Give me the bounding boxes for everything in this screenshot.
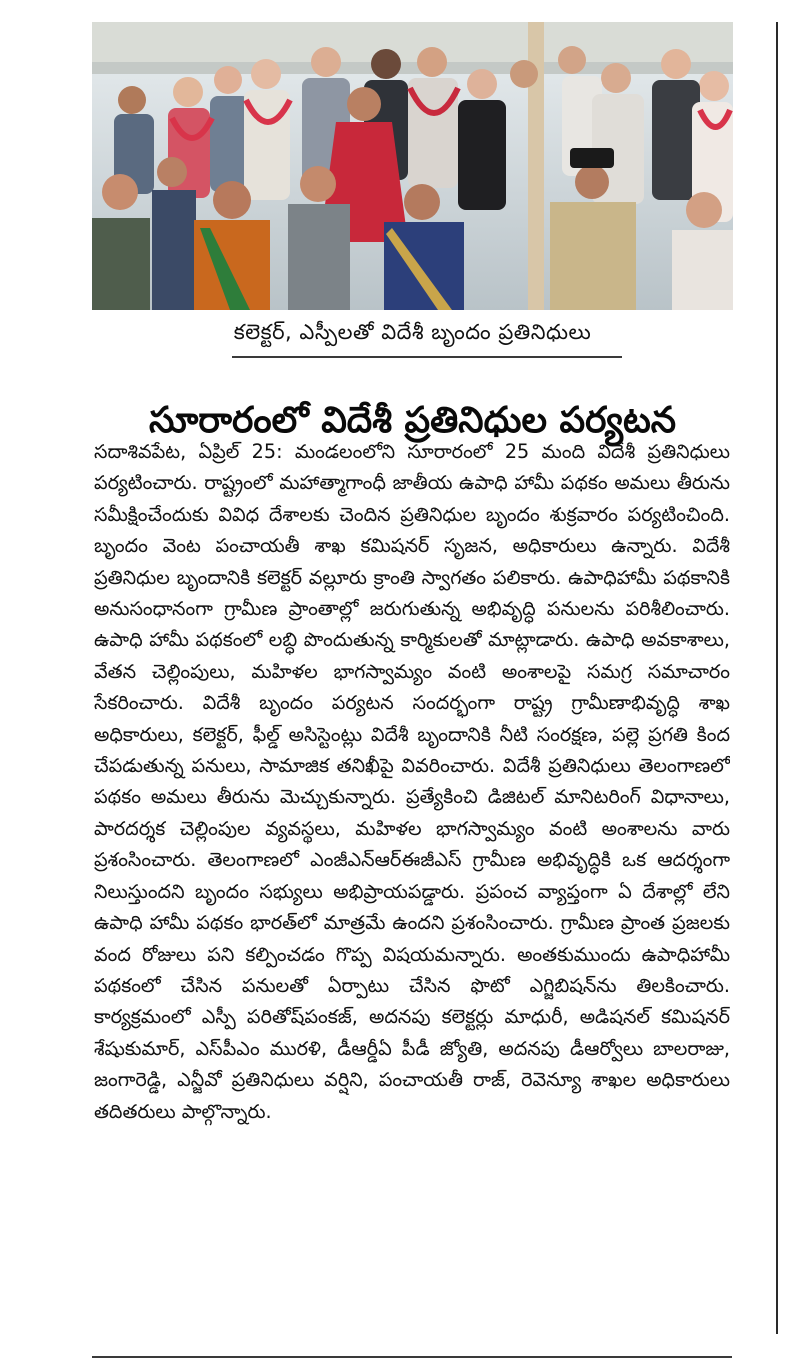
article-body: సదాశివపేట, ఏప్రిల్ 25: మండలంలోని సూరారంలో 25 మంది విదేశీ ప్రతినిధులు పర్యటించారు. రాష్ట్రంలో మహాత్మాగాంధీ జాతీయ ఉపాధి హామీ పథకం అమలు తీరును సమీక్షించేందుకు వివిధ దేశాలకు చెందిన ప్రతినిధుల బృందం శుక్రవారం పర్యటించింది. బృందం వెంట పంచాయతీ శాఖ కమిషనర్ సృజన, అధికారులు ఉన్నారు. విదేశీ ప్రతినిధుల బృందానికి కలెక్టర్ వల్లూరు క్రాంతి స్వాగతం పలికారు. ఉపాధిహామీ పథకానికి అనుసంధానంగా గ్రామీణ ప్రాంతాల్లో జరుగుతున్న అభివృద్ధి పనులను పరిశీలించారు. ఉపాధి హామీ పథకంలో లబ్ధి పొందుతున్న కార్మికులతో మాట్లాడారు. ఉపాధి అవకాశాలు, వేతన చెల్లింపులు, మహిళల భాగస్వామ్యం వంటి అంశాలపై సమగ్ర సమాచారం సేకరించారు. విదేశీ బృందం పర్యటన సందర్భంగా రాష్ట్ర గ్రామీణాభివృద్ధి శాఖ అధికారులు, కలెక్టర్, ఫీల్డ్ అసిస్టెంట్లు విదేశీ బృందానికి నీటి సంరక్షణ, పల్లె ప్రగతి కింద చేపడుతున్న పనులు, సామాజిక తనిఖీపై వివరించారు. విదేశీ ప్రతినిధులు తెలంగాణలో పథకం అమలు తీరును మెచ్చుకున్నారు. ప్రత్యేకించి డిజిటల్ మానిటరింగ్ విధానాలు, పారదర్శక చెల్లింపుల వ్యవస్థలు, మహిళల భాగస్వామ్యం వంటి అంశాలను వారు ప్రశంసించారు. తెలంగాణలో ఎంజీఎన్ఆర్ఈజీఎస్ గ్రామీణ అభివృద్ధికి ఒక ఆదర్శంగా నిలుస్తుందని బృందం సభ్యులు అభిప్రాయపడ్డారు. ప్రపంచ వ్యాప్తంగా ఏ దేశాల్లో లేని ఉపాధి హామీ పథకం భారత్‌లో మాత్రమే ఉందని ప్రశంసించారు. గ్రామీణ ప్రాంత ప్రజలకు వంద రోజులు పని కల్పించడం గొప్ప విషయమన్నారు. అంతకుముందు ఉపాధిహామీ పథకంలో చేసిన పనులతో ఏర్పాటు చేసిన ఫొటో ఎగ్జిబిషన్‌ను తిలకించారు. కార్యక్రమంలో ఎస్పీ పరితోష్‌పంకజ్, అదనపు కలెక్టర్లు మాధురీ, అడిషనల్ కమిషనర్ శేషుకుమార్, ఎస్‌పీఎం మురళి, డీఆర్డీఏ పీడీ జ్యోతి, అదనపు డీఆర్వోలు బాలరాజు, జంగారెడ్డి, ఎన్జీవో ప్రతినిధులు వర్షిని, పంచాయతీ రాజ్, రెవెన్యూ శాఖల అధికారులు తదితరులు పాల్గొన్నారు. [94,440,730,1123]
article-end-rule [92,1356,732,1358]
photo-caption: కలెక్టర్, ఎస్పీలతో విదేశీ బృందం ప్రతినిధులు [233,320,592,344]
article-photo [92,22,733,310]
caption-underline [232,356,622,358]
article-headline: సూరారంలో విదేశీ ప్రతినిధుల పర్యటన [148,400,677,442]
column-divider [776,22,778,1334]
